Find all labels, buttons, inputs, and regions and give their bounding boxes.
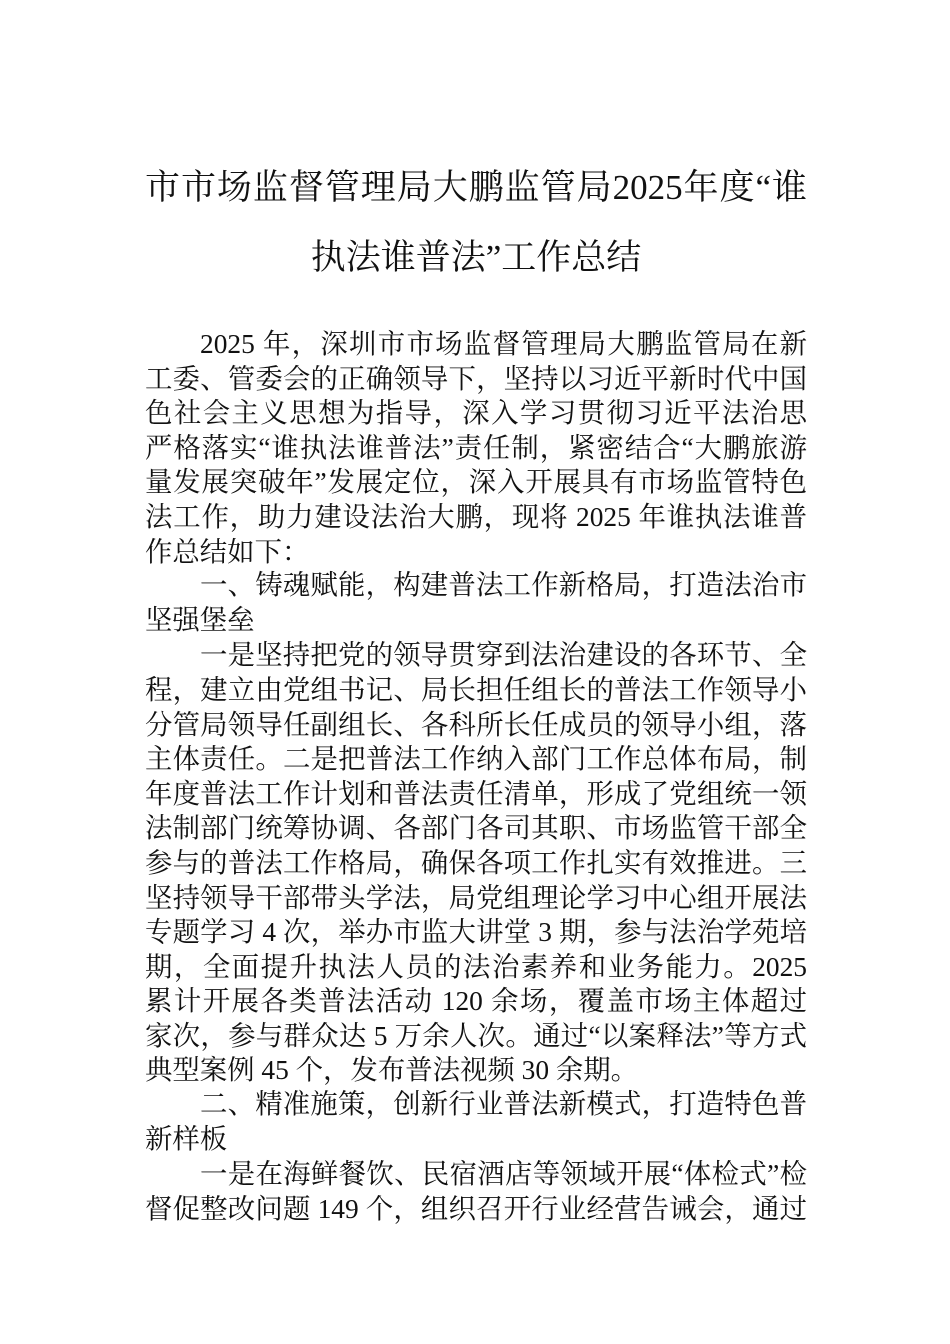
- title-line-1: 市市场监督管理局大鹏监管局2025年度“谁: [145, 168, 807, 207]
- text-line: 作总结如下：: [145, 536, 310, 567]
- paragraph: [145, 327, 807, 569]
- text-line: 家次，参与群众达 5 万余人次。通过“以案释法”等方式: [145, 1020, 807, 1051]
- text-line: 2025 年，深圳市市场监督管理局大鹏监管局在新: [200, 329, 807, 359]
- text-line: 坚持领导干部带头学法，局党组理论学习中心组开展法: [145, 882, 807, 913]
- text-line: 参与的普法工作格局，确保各项工作扎实有效推进。三: [145, 847, 807, 878]
- text-line: 一是坚持把党的领导贯穿到法治建设的各环节、全: [200, 640, 807, 671]
- text-line: 坚强堡垒: [145, 604, 255, 636]
- section-heading: [145, 1088, 807, 1157]
- text-line: 期，全面提升执法人员的法治素养和业务能力。2025: [145, 951, 807, 982]
- text-line: 年度普法工作计划和普法责任清单，形成了党组统一领: [145, 778, 807, 809]
- text-line: 累计开展各类普法活动 120 余场，覆盖市场主体超过: [145, 986, 807, 1017]
- text-line: 色社会主义思想为指导，深入学习贯彻习近平法治思: [145, 398, 807, 429]
- paragraph: [145, 638, 807, 1088]
- text-line: 典型案例 45 个，发布普法视频 30 余期。: [145, 1055, 639, 1086]
- text-line: 分管局领导任副组长、各科所长任成员的领导小组，落: [145, 709, 807, 740]
- document-title: [145, 160, 807, 300]
- paragraph: [145, 1157, 807, 1226]
- text-line: 一、铸魂赋能，构建普法工作新格局，打造法治市: [200, 570, 807, 602]
- document-body: [145, 327, 807, 1226]
- text-line: 二、精准施策，创新行业普法新模式，打造特色普: [200, 1089, 807, 1121]
- text-line: 主体责任。二是把普法工作纳入部门工作总体布局，制: [145, 744, 807, 775]
- text-line: 法工作，助力建设法治大鹏，现将 2025 年谁执法谁普: [145, 501, 807, 532]
- text-line: 法制部门统筹协调、各部门各司其职、市场监管干部全: [145, 813, 807, 844]
- text-line: 量发展突破年”发展定位，深入开展具有市场监管特色: [145, 467, 807, 498]
- text-line: 督促整改问题 149 个，组织召开行业经营告诫会，通过: [145, 1193, 807, 1224]
- text-line: 工委、管委会的正确领导下，坚持以习近平新时代中国: [145, 363, 807, 394]
- text-line: 严格落实“谁执法谁普法”责任制，紧密结合“大鹏旅游: [145, 432, 807, 463]
- text-line: 专题学习 4 次，举办市监大讲堂 3 期，参与法治学苑培: [145, 917, 807, 948]
- section-heading: [145, 569, 807, 638]
- text-line: 一是在海鲜餐饮、民宿酒店等领域开展“体检式”检: [200, 1159, 807, 1190]
- text-line: 新样板: [145, 1123, 228, 1155]
- title-line-2: 执法谁普法”工作总结: [310, 238, 642, 277]
- text-line: 程，建立由党组书记、局长担任组长的普法工作领导小: [145, 674, 807, 705]
